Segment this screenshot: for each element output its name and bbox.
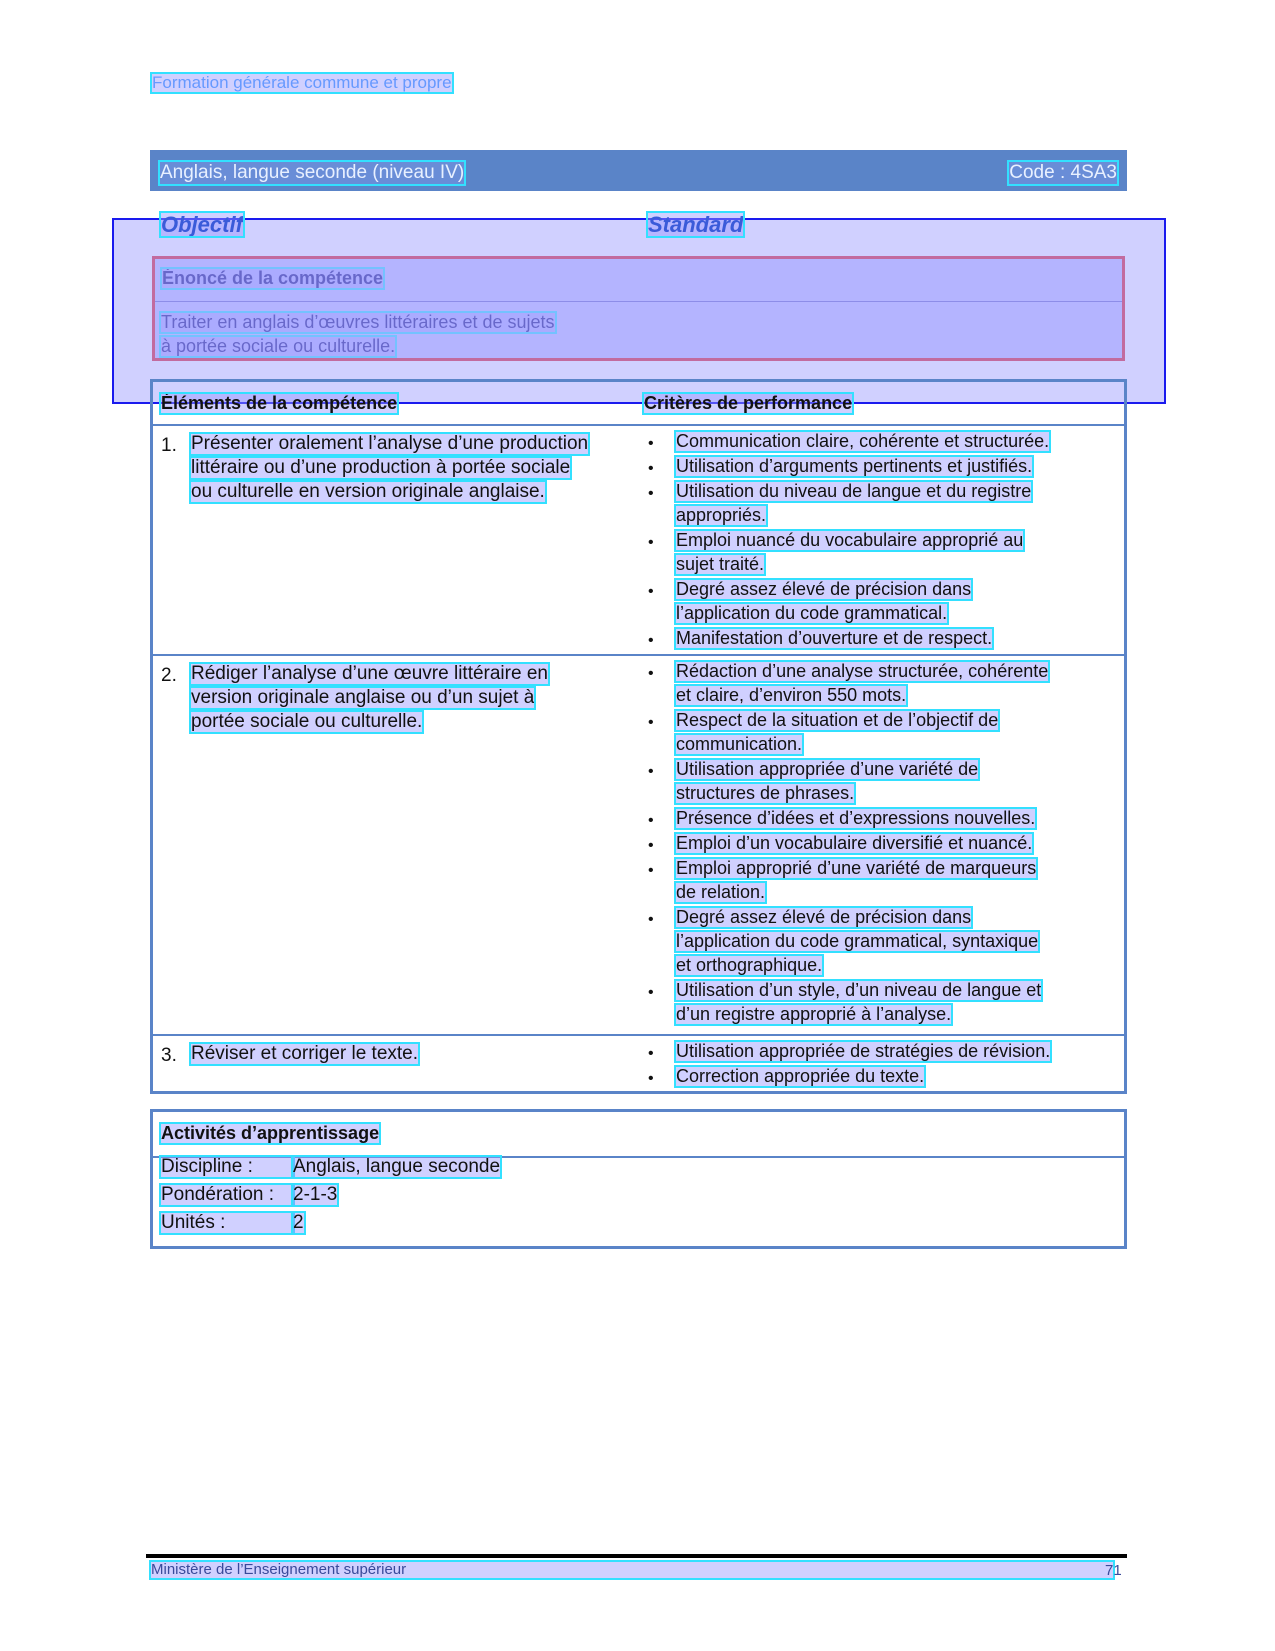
element-number: 2. (161, 665, 177, 686)
bullet-icon: • (648, 837, 654, 854)
footer-ministry: Ministère de l’Enseignement supérieur (151, 1562, 1113, 1578)
criterion: Utilisation d’un style, d’un niveau de langue et (676, 980, 1042, 1000)
bullet-icon: • (648, 534, 654, 551)
course-name: Anglais, langue seconde (niveau IV) (160, 162, 465, 183)
course-code: Code : 4SA3 (1009, 162, 1117, 183)
criterion: Degré assez élevé de précision dans (676, 579, 972, 599)
element-line: Rédiger l’analyse d’une œuvre littéraire en (191, 663, 548, 684)
criterion: d’un registre approprié à l’analyse. (676, 1004, 952, 1024)
element-line: littéraire ou d’une production à portée sociale (191, 457, 571, 478)
bullet-icon: • (648, 1070, 654, 1087)
criterion: de relation. (676, 882, 766, 902)
footer-page-number: 71 (1105, 1562, 1122, 1579)
discipline-value: Anglais, langue seconde (293, 1156, 501, 1177)
element-line: portée sociale ou culturelle. (191, 711, 423, 732)
bullet-icon: • (648, 812, 654, 829)
criterion: l’application du code grammatical. (676, 603, 948, 623)
bullet-icon: • (648, 583, 654, 600)
unites-label: Unités : (161, 1213, 293, 1233)
criterion: Emploi d’un vocabulaire diversifié et nuancé. (676, 833, 1033, 853)
criterion: Degré assez élevé de précision dans (676, 907, 972, 927)
unites-value: 2 (293, 1212, 304, 1233)
criterion: Utilisation du niveau de langue et du registre (676, 481, 1032, 501)
bullet-icon: • (648, 984, 654, 1001)
criterion: Utilisation d’arguments pertinents et justifiés. (676, 456, 1033, 476)
criterion: Utilisation appropriée d’une variété de (676, 759, 979, 779)
col-header-criteres: Critères de performance (644, 393, 853, 413)
criterion: appropriés. (676, 505, 767, 525)
activites-title: Activités d’apprentissage (161, 1123, 380, 1143)
standard-header: Standard (648, 212, 744, 237)
objectif-header: Objectif (161, 212, 243, 237)
criterion: l’application du code grammatical, syntaxique (676, 931, 1039, 951)
criterion: Correction appropriée du texte. (676, 1066, 925, 1086)
bullet-icon: • (648, 632, 654, 649)
element-number: 3. (161, 1045, 177, 1066)
criterion: Utilisation appropriée de stratégies de révision. (676, 1041, 1051, 1061)
element-line: version originale anglaise ou d’un sujet à (191, 687, 535, 708)
criterion: communication. (676, 734, 803, 754)
element-line: Réviser et corriger le texte. (191, 1043, 419, 1064)
criterion: Présence d’idées et d’expressions nouvelles. (676, 808, 1036, 828)
bullet-icon: • (648, 435, 654, 452)
course-title-bar (150, 150, 1127, 191)
selection-overlay (112, 218, 1166, 404)
bullet-icon: • (648, 460, 654, 477)
element-line: Présenter oralement l’analyse d’une production (191, 433, 589, 454)
bullet-icon: • (648, 485, 654, 502)
criterion: et claire, d’environ 550 mots. (676, 685, 907, 705)
bullet-icon: • (648, 665, 654, 682)
running-title: Formation générale commune et propre (152, 73, 452, 92)
element-number: 1. (161, 435, 177, 456)
col-header-elements: Éléments de la compétence (161, 393, 398, 413)
criterion: et orthographique. (676, 955, 823, 975)
footer-rule (146, 1554, 1127, 1558)
ponderation-value: 2-1-3 (293, 1184, 338, 1205)
bullet-icon: • (648, 714, 654, 731)
ponderation-label: Pondération : (161, 1185, 293, 1205)
criterion: Rédaction d’une analyse structurée, cohérente (676, 661, 1049, 681)
bullet-icon: • (648, 911, 654, 928)
bullet-icon: • (648, 1045, 654, 1062)
criterion: Respect de la situation et de l’objectif de (676, 710, 999, 730)
criterion: Emploi approprié d’une variété de marqueurs (676, 858, 1037, 878)
criterion: Emploi nuancé du vocabulaire approprié au (676, 530, 1024, 550)
criterion: structures de phrases. (676, 783, 855, 803)
criterion: sujet traité. (676, 554, 765, 574)
bullet-icon: • (648, 763, 654, 780)
bullet-icon: • (648, 862, 654, 879)
element-line: ou culturelle en version originale anglaise. (191, 481, 545, 502)
discipline-label: Discipline : (161, 1157, 293, 1177)
criterion: Manifestation d’ouverture et de respect. (676, 628, 993, 648)
criterion: Communication claire, cohérente et structurée. (676, 431, 1050, 451)
